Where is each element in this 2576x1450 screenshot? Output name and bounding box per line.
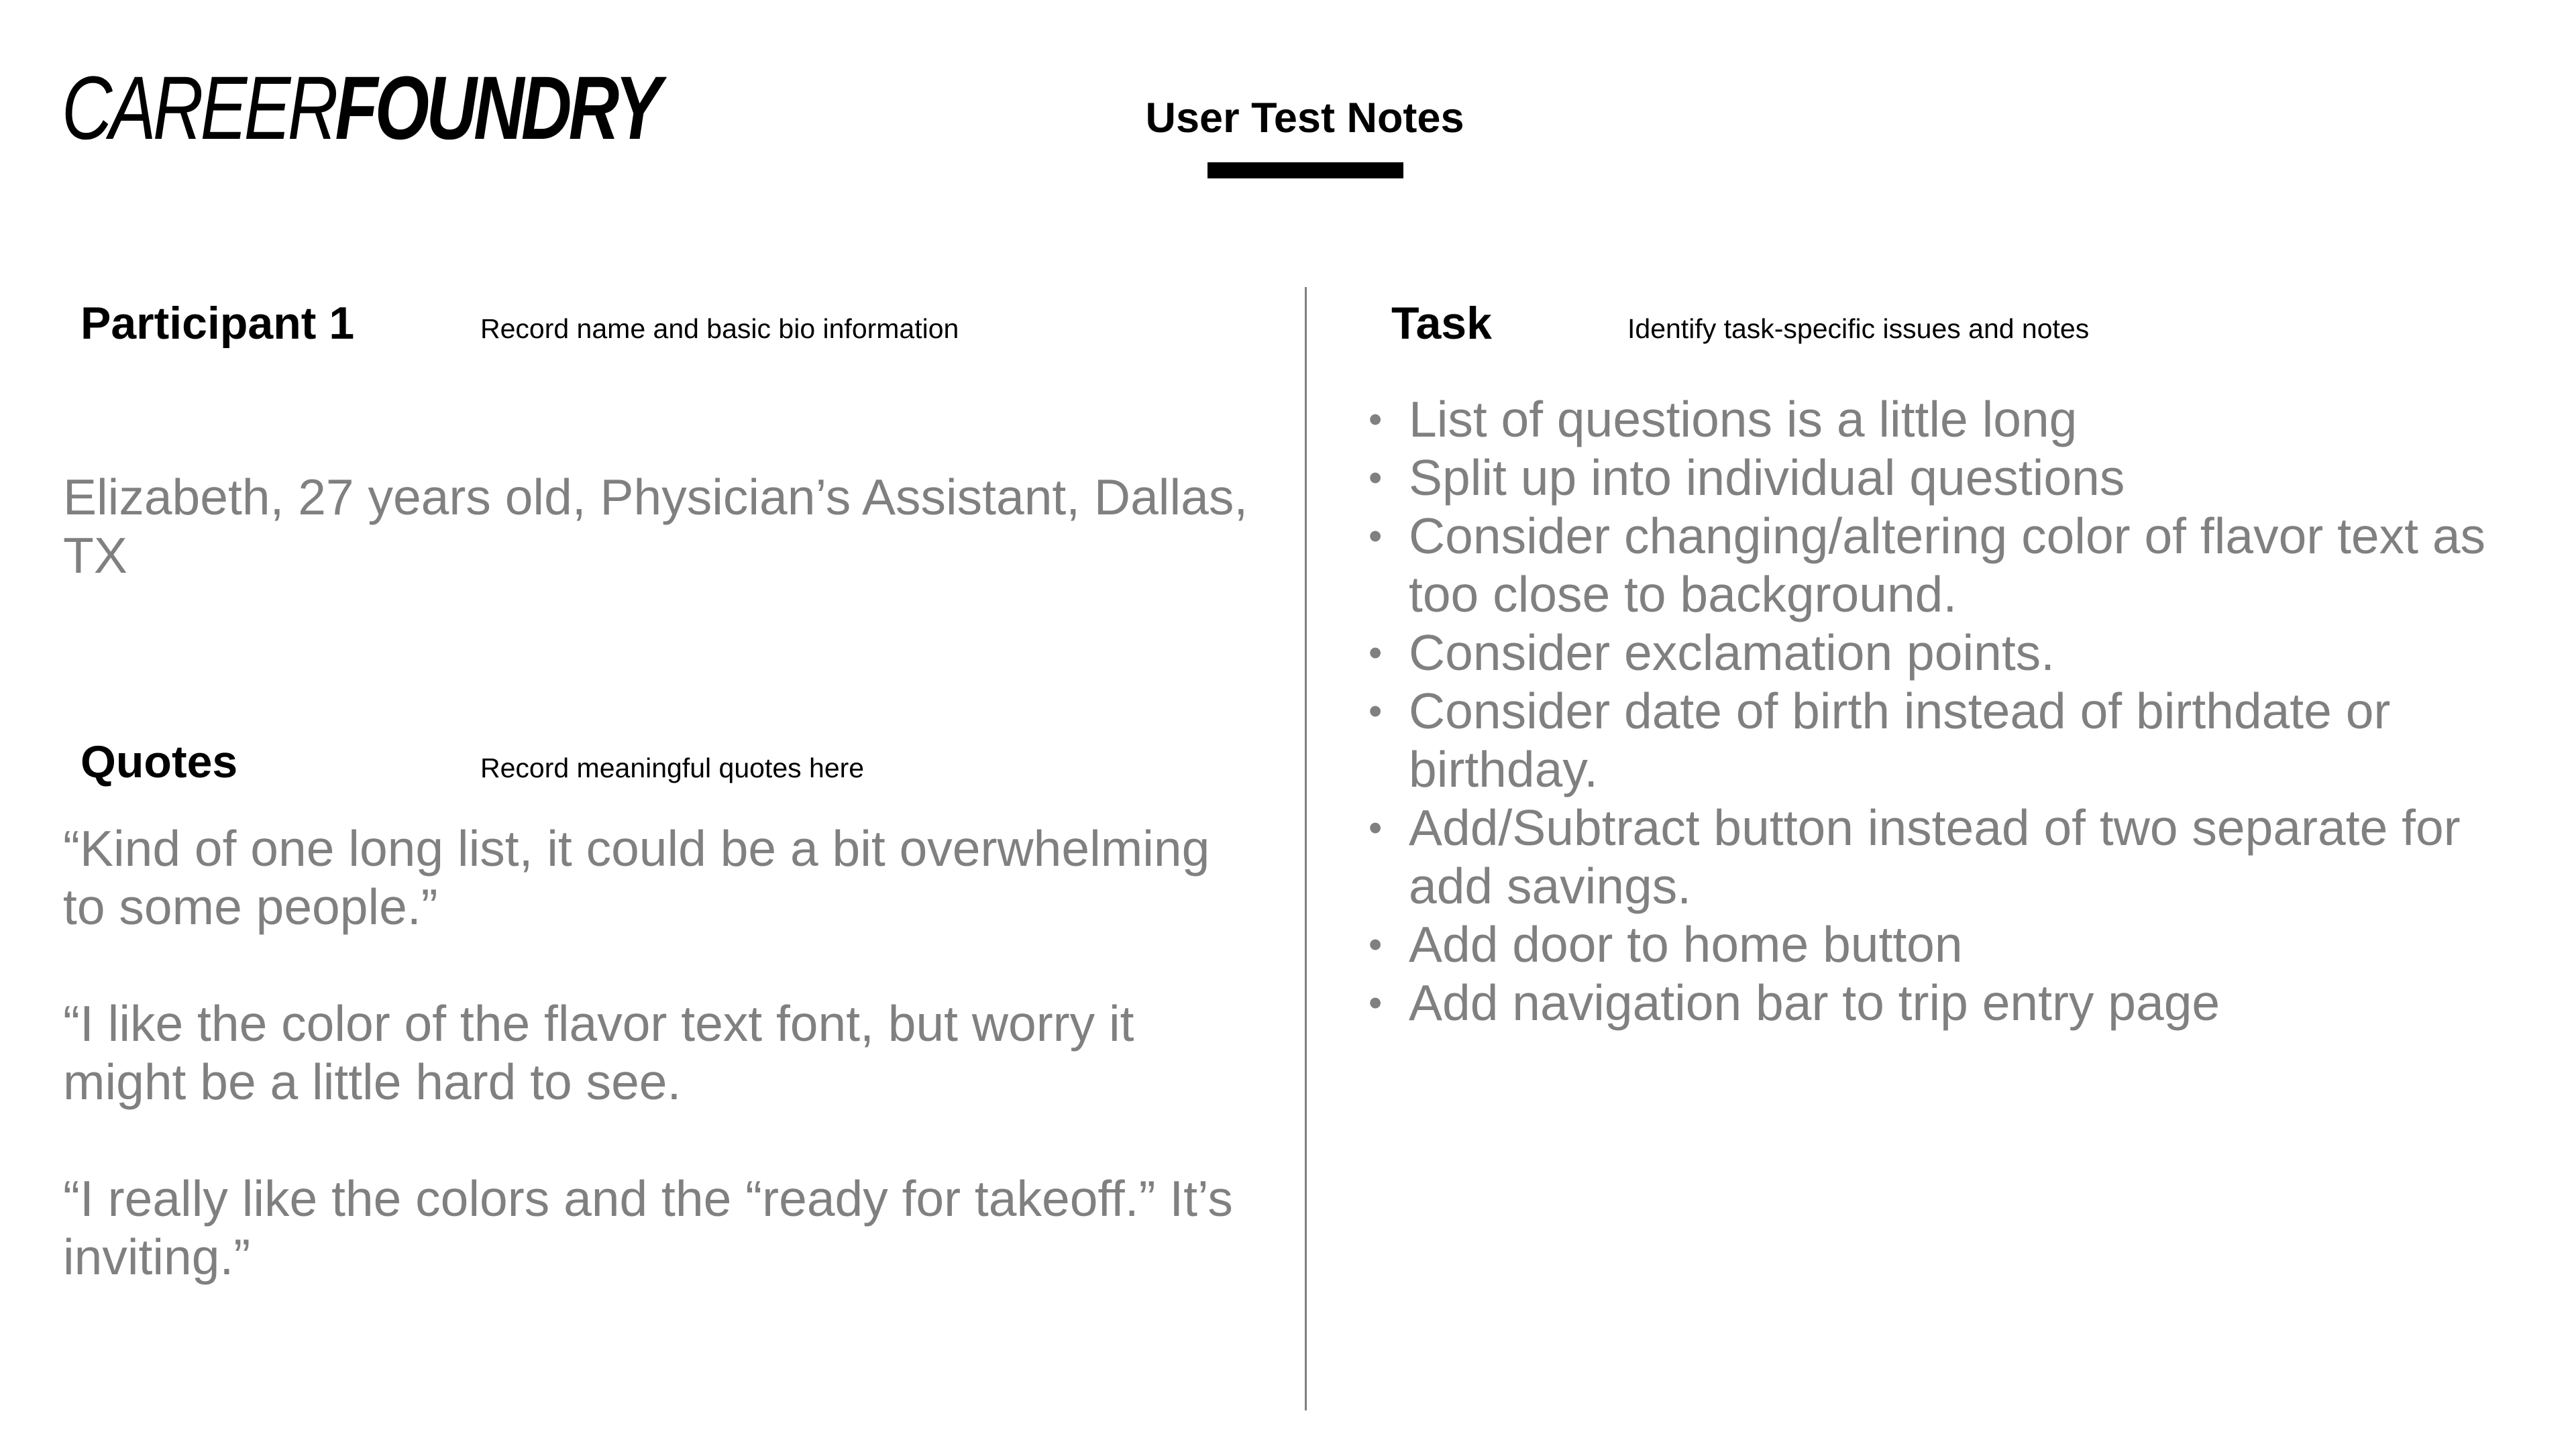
task-heading: Task — [1391, 298, 1492, 349]
quote-item: “Kind of one long list, it could be a bit overwhelming to some people.” — [63, 820, 1210, 935]
title-underline — [1208, 162, 1403, 178]
task-notes-list — [1368, 390, 2536, 1032]
quotes-heading: Quotes — [80, 736, 238, 787]
participant-heading: Participant 1 — [80, 298, 355, 349]
quotes-hint: Record meaningful quotes here — [480, 752, 865, 783]
column-divider — [1305, 287, 1307, 1410]
task-note-item: • Split up into individual questions — [1368, 449, 2536, 507]
task-hint: Identify task-specific issues and notes — [1627, 313, 2090, 344]
task-note-item: • Consider date of birth instead of birthdate or birthday. — [1368, 682, 2536, 799]
task-note-item: • Add navigation bar to trip entry page — [1368, 974, 2536, 1032]
careerfoundry-logo — [62, 58, 659, 158]
quotes-list — [63, 820, 1257, 1345]
task-note-item: • Add door to home button — [1368, 915, 2536, 974]
logo-foundry-text: FOUNDRY — [335, 58, 659, 158]
quote-item: “I like the color of the flavor text font, but worry it might be a little hard to see. — [63, 995, 1134, 1110]
task-note-item: • List of questions is a little long — [1368, 390, 2536, 449]
task-note-item: • Consider changing/altering color of flavor text as too close to background. — [1368, 507, 2536, 624]
participant-hint: Record name and basic bio information — [480, 313, 959, 344]
logo-career-text: CAREER — [62, 58, 335, 158]
page-title: User Test Notes — [1145, 95, 1464, 142]
quote-item: “I really like the colors and the “ready for takeoff.” It’s inviting.” — [63, 1170, 1233, 1285]
participant-bio: Elizabeth, 27 years old, Physician’s Assistant, Dallas, TX — [63, 469, 1248, 583]
task-note-item: • Add/Subtract button instead of two separate for add savings. — [1368, 799, 2536, 915]
task-note-item: • Consider exclamation points. — [1368, 624, 2536, 682]
